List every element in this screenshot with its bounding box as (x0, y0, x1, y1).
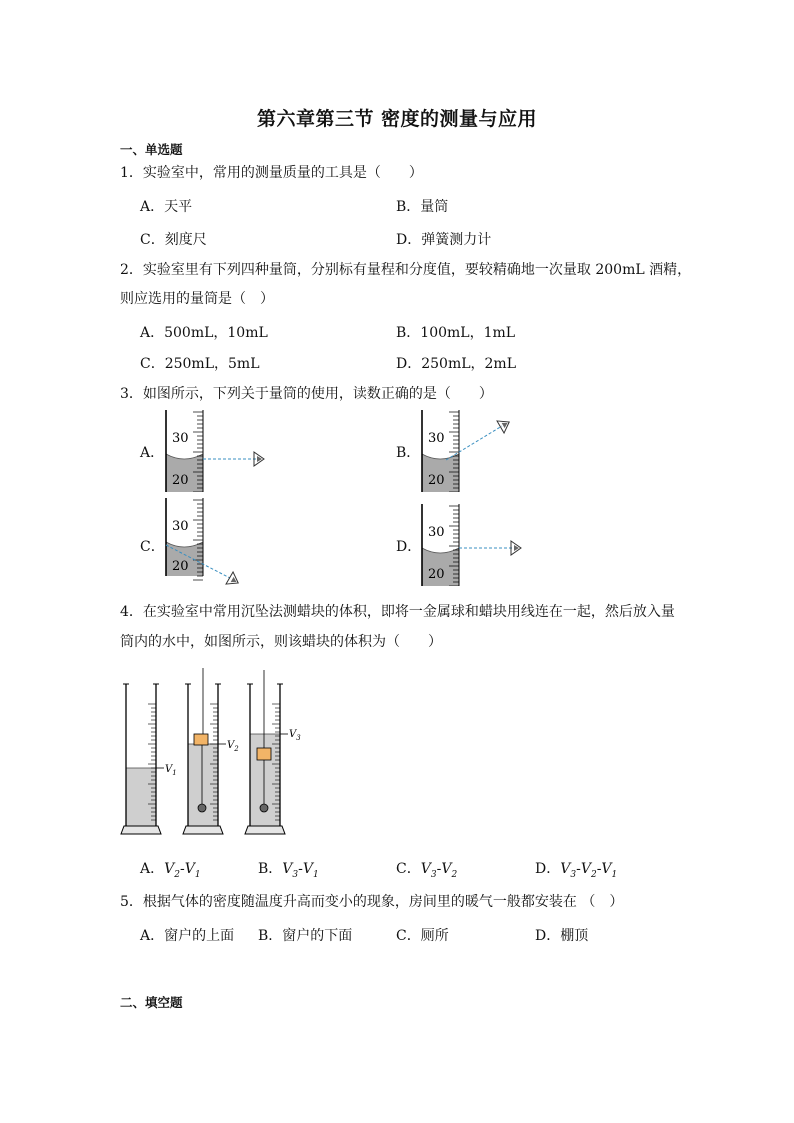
question-1-text: 1．实验室中，常用的测量质量的工具是（ ） (120, 165, 423, 181)
q4-figure-cylinders (118, 664, 318, 836)
q2-option-d[interactable]: D．250mL，2mL (396, 356, 516, 372)
q3-option-c[interactable]: C． (140, 539, 165, 555)
cylinder-scale-c (166, 498, 203, 580)
q2-option-b[interactable]: B．100mL，1mL (396, 325, 516, 341)
scale-label-bottom: 20 (172, 559, 189, 574)
question-4-text-line1: 4．在实验室中常用沉坠法测蜡块的体积，即将一金属球和蜡块用线连在一起，然后放入量 (120, 604, 675, 620)
label-v1: V (165, 764, 173, 775)
question-3-text: 3．如图所示，下列关于量筒的使用，读数正确的是（ ） (120, 386, 493, 402)
q4-option-d[interactable]: D．$V_3-V_2-V_1$ (535, 861, 618, 880)
q3-figure-b (416, 408, 526, 492)
q4-option-b[interactable]: B．$V_3-V_1$ (258, 861, 319, 880)
q4-option-c[interactable]: C．$V_3-V_2$ (396, 861, 458, 880)
q2-option-a[interactable]: A．500mL，10mL (140, 325, 268, 341)
svg-text:V1: $V_1$ (165, 764, 177, 777)
cylinder-3 (245, 670, 301, 834)
question-2-text-line1: 2．实验室里有下列四种量筒，分别标有量程和分度值，要较精确地一次量取 200mL 酒精， (120, 262, 692, 278)
q3-figure-a (160, 408, 270, 492)
svg-text:V2: $V_2$ (227, 740, 239, 753)
q5-option-d[interactable]: D．棚顶 (535, 928, 589, 944)
q5-option-b[interactable]: B．窗户的下面 (258, 928, 353, 944)
q3-option-d[interactable]: D． (396, 539, 422, 555)
q1-option-a[interactable]: A．天平 (140, 199, 193, 215)
scale-label-top: 30 (428, 431, 445, 446)
section-heading-fill-blank: 二、填空题 (120, 995, 183, 1010)
section-heading-single-choice: 一、单选题 (120, 142, 183, 157)
scale-label-top: 30 (172, 519, 189, 534)
q3-figure-c (160, 496, 270, 590)
scale-label-top: 30 (428, 525, 445, 540)
metal-ball (260, 804, 268, 812)
page-title: 第六章第三节 密度的测量与应用 (256, 108, 538, 130)
svg-text:V3: $V_3$ (289, 729, 301, 742)
scale-label-bottom: 20 (428, 473, 445, 488)
question-5-text: 5．根据气体的密度随温度升高而变小的现象，房间里的暖气一般都安装在 （ ） (120, 894, 624, 910)
cylinder-2 (183, 668, 239, 834)
question-2-text-line2: 则应选用的量筒是（ ） (120, 291, 274, 307)
q1-option-c[interactable]: C．刻度尺 (140, 232, 207, 248)
q1-option-b[interactable]: B．量筒 (396, 199, 449, 215)
question-4-text-line2: 筒内的水中，如图所示，则该蜡块的体积为（ ） (120, 634, 442, 650)
q5-option-a[interactable]: A．窗户的上面 (140, 928, 235, 944)
eye-icon (511, 541, 521, 555)
q1-option-d[interactable]: D．弹簧测力计 (396, 232, 492, 248)
scale-label-bottom: 20 (428, 567, 445, 582)
cylinder-scale-a (166, 410, 203, 492)
cylinder-scale-d (422, 504, 459, 586)
wax-block (257, 748, 271, 760)
metal-ball (198, 804, 206, 812)
cylinder-scale-b (422, 410, 459, 492)
eye-icon (497, 416, 513, 433)
q4-option-a[interactable]: A．$V_2-V_1$ (140, 861, 201, 880)
label-v2: V (227, 740, 235, 751)
q3-option-a[interactable]: A． (140, 445, 165, 461)
q5-option-c[interactable]: C．厕所 (396, 928, 449, 944)
label-v3: V (289, 729, 297, 740)
cylinder-1 (121, 684, 177, 834)
q2-option-c[interactable]: C．250mL，5mL (140, 356, 260, 372)
scale-label-bottom: 20 (172, 473, 189, 488)
q3-figure-d (416, 502, 526, 586)
eye-icon (226, 572, 242, 589)
q3-option-b[interactable]: B． (396, 445, 421, 461)
wax-block (194, 734, 208, 745)
scale-label-top: 30 (172, 431, 189, 446)
